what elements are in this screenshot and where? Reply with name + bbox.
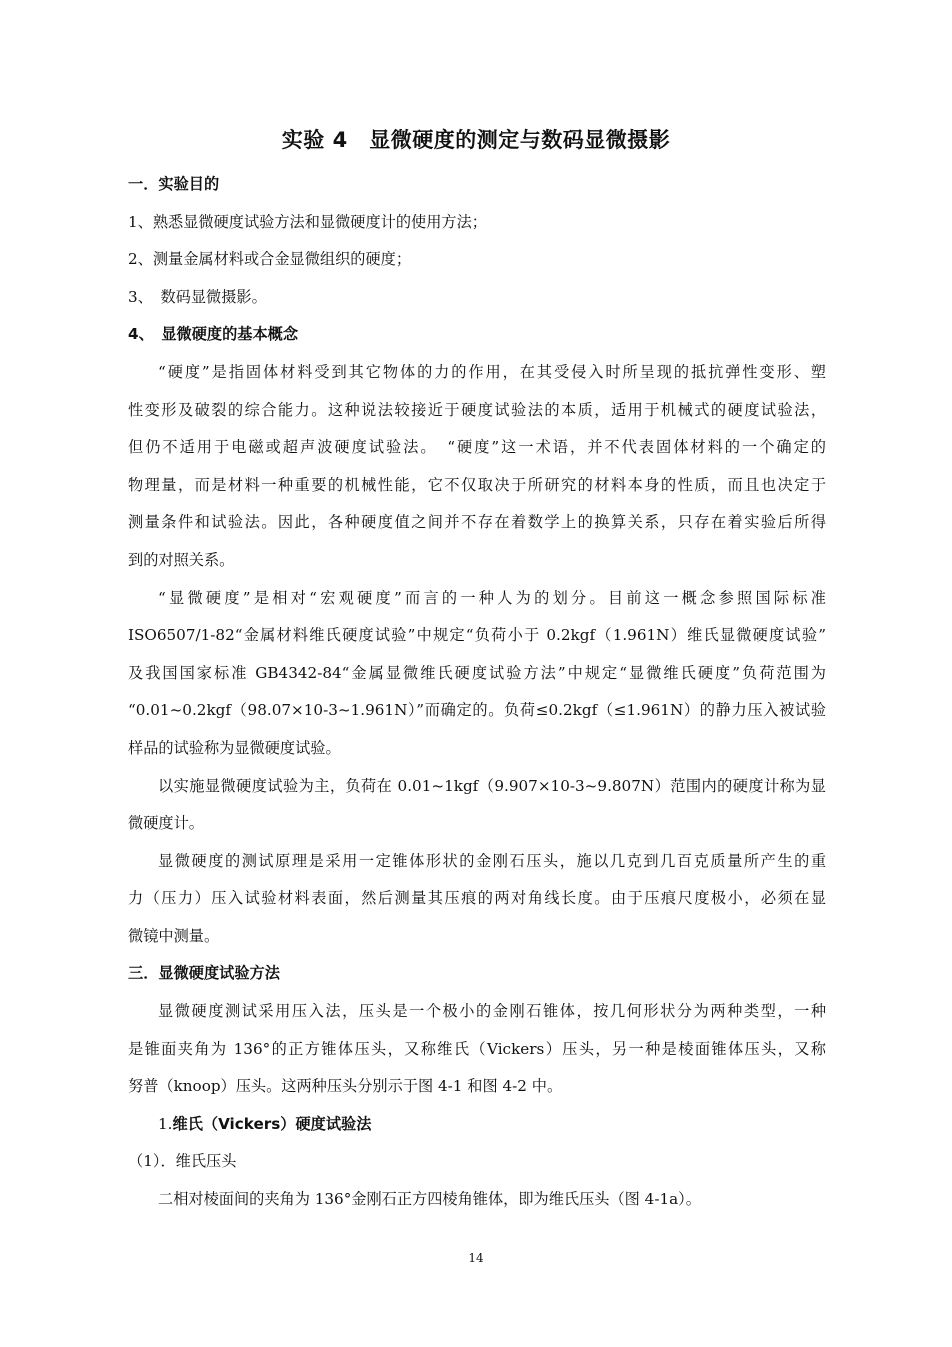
paragraph-line: 努普（knoop）压头。这两种压头分别示于图 4-1 和图 4-2 中。 [128,1077,563,1096]
document-body [128,166,826,1219]
paragraph-line: 以实施显微硬度试验为主，负荷在 0.01~1kgf（9.907×10-3~9.807N）范围内的硬度计称为显 [158,776,826,795]
purpose-item-2: 2、测量金属材料或合金显微组织的硬度； [128,250,412,269]
subsection-title: 维氏（Vickers）硬度试验法 [172,1114,372,1133]
paragraph-line: 微镜中测量。 [128,926,220,945]
page-number: 14 [468,1251,484,1265]
subsection-heading-vickers [128,1106,826,1144]
paragraph-line: 是锥面夹角为 136°的正方锥体压头，又称维氏（Vickers）压头，另一种是棱面锥体压头，又称 [128,1039,826,1058]
paragraph-line: “0.01~0.2kgf（98.07×10-3~1.961N）”而确定的。负荷≤0.2kgf（≤1.961N）的静力压入被试验 [128,701,826,720]
paragraph-line: 到的对照关系。 [128,550,235,569]
paragraph-line: 二相对棱面间的夹角为 136°金刚石正方四棱角锥体，即为维氏压头（图 4-1a）。 [158,1190,701,1209]
paragraph-line: 测量条件和试验法。因此，各种硬度值之间并不存在着数学上的换算关系，只存在着实验后所得 [128,513,826,532]
paragraph-line: 显微硬度的测试原理是采用一定锥体形状的金刚石压头，施以几克到几百克质量所产生的重 [158,851,826,870]
purpose-item-3: 3、 数码显微摄影。 [128,287,267,306]
section-heading-concept: 4、 显微硬度的基本概念 [128,325,299,344]
page-title: 实验 4 显微硬度的测定与数码显微摄影 [281,128,671,152]
paragraph-line: “显微硬度”是相对“宏观硬度”而言的一种人为的划分。目前这一概念参照国际标准 [158,588,826,607]
subsubsection-heading: （1）．维氏压头 [128,1152,237,1171]
paragraph-line: 力（压力）压入试验材料表面，然后测量其压痕的两对角线长度。由于压痕尺度极小，必须在显 [128,889,826,908]
paragraph-line: 显微硬度测试采用压入法，压头是一个极小的金刚石锥体，按几何形状分为两种类型，一种 [158,1002,826,1021]
paragraph-line: 物理量，而是材料一种重要的机械性能，它不仅取决于所研究的材料本身的性质，而且也决定于 [128,475,826,494]
section-heading-method: 三．显微硬度试验方法 [128,964,280,983]
paragraph-line: 样品的试验称为显微硬度试验。 [128,738,341,757]
paragraph-line: 性变形及破裂的综合能力。这种说法较接近于硬度试验法的本质，适用于机械式的硬度试验法， [128,400,826,419]
paragraph-line: ISO6507/1-82“金属材料维氏硬度试验”中规定“负荷小于 0.2kgf（1.961N）维氏显微硬度试验” [128,626,826,645]
purpose-item-1: 1、熟悉显微硬度试验方法和显微硬度计的使用方法； [128,212,487,231]
paragraph-line: 但仍不适用于电磁或超声波硬度试验法。 “硬度”这一术语，并不代表固体材料的一个确定的 [128,438,826,457]
paragraph-line: 及我国国家标准 GB4342-84“金属显微维氏硬度试验方法”中规定“显微维氏硬度”负荷范围为 [128,663,826,682]
section-heading-purpose: 一．实验目的 [128,175,220,193]
paragraph-line: “硬度”是指固体材料受到其它物体的力的作用，在其受侵入时所呈现的抵抗弹性变形、塑 [158,362,826,381]
subsection-number: 1. [158,1114,173,1133]
paragraph-line: 微硬度计。 [128,814,204,833]
